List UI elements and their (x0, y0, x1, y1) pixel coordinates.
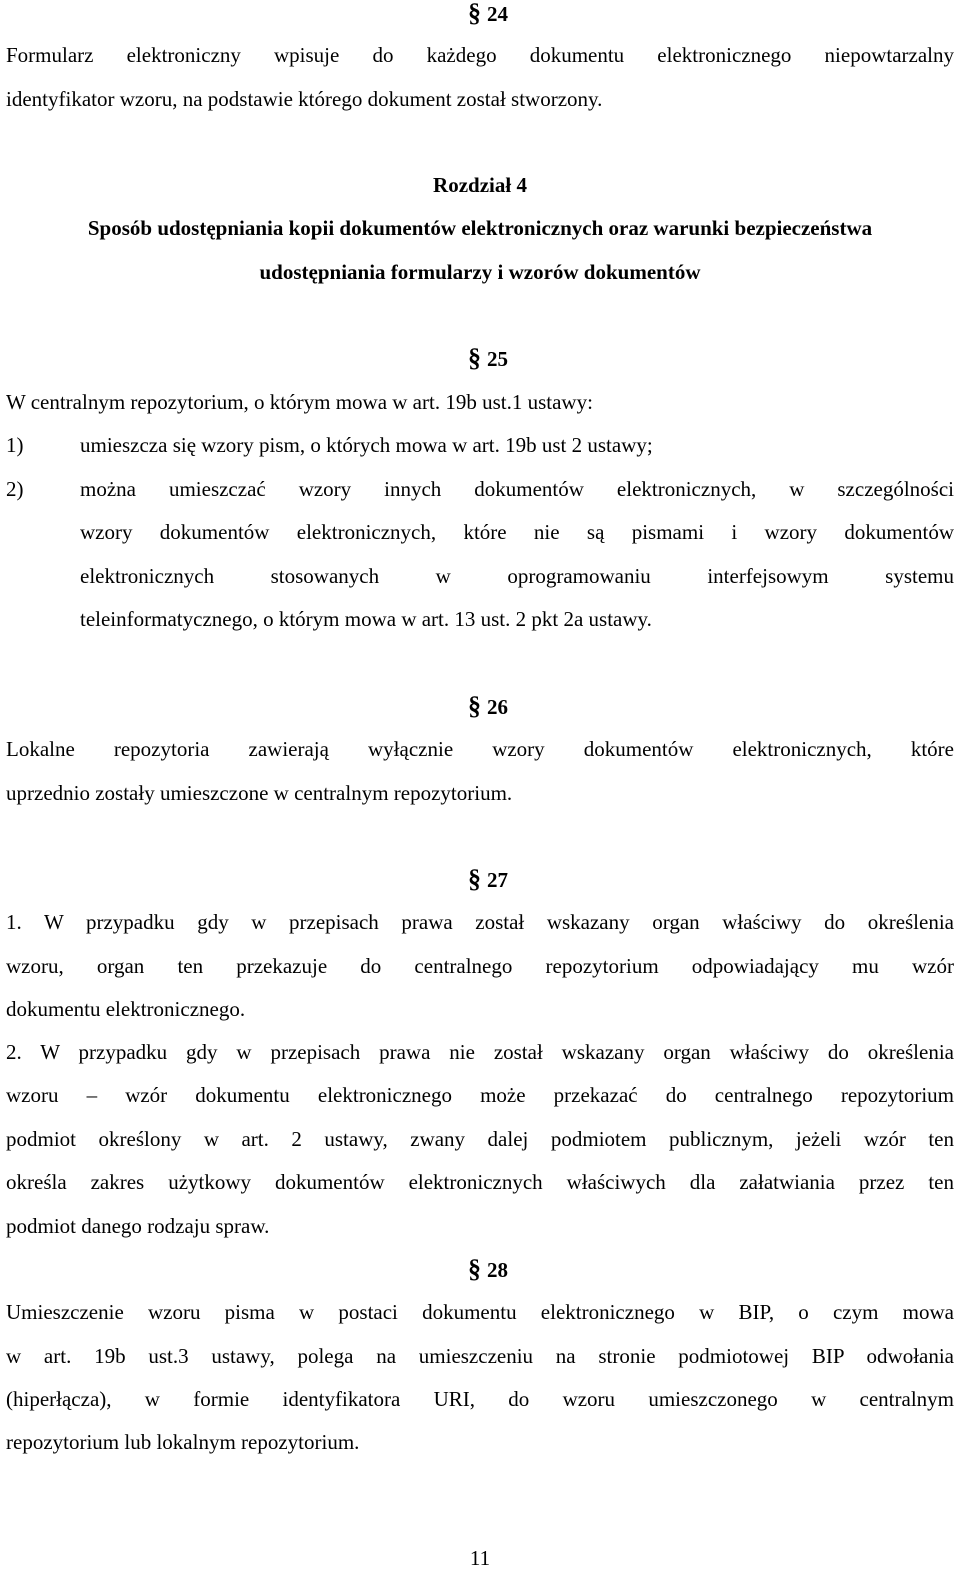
item-label: 1) (6, 433, 24, 457)
section-28-line: w art. 19b ust.3 ustawy, polega na umieszczeniu na stronie podmiotowej BIP odwołania (6, 1344, 954, 1368)
section-27-p1-line: dokumentu elektronicznego. (6, 997, 246, 1021)
section-27-p1-line: 1. W przypadku gdy w przepisach prawa został wskazany organ właściwy do określenia (6, 910, 954, 934)
section-25-item-2-line: elektronicznych stosowanych w oprogramowaniu interfejsowym systemu (80, 564, 954, 588)
section-27-p2-line: podmiot określony w art. 2 ustawy, zwany dalej podmiotem publicznym, jeżeli wzór ten (6, 1127, 954, 1151)
section-number: 25 (487, 347, 508, 371)
section-24-heading (0, 0, 960, 27)
section-25-intro: W centralnym repozytorium, o którym mowa w art. 19b ust.1 ustawy: (6, 390, 593, 414)
section-number: 24 (487, 2, 508, 26)
section-symbol: § (468, 691, 481, 720)
section-26-line: uprzednio zostały umieszczone w centralnym repozytorium. (6, 781, 513, 805)
chapter-subtitle-line: udostępniania formularzy i wzorów dokumentów (259, 260, 701, 284)
section-symbol: § (468, 0, 481, 27)
item-text: umieszcza się wzory pism, o których mowa w art. 19b ust 2 ustawy; (80, 433, 653, 457)
section-27-p2-line: wzoru – wzór dokumentu elektronicznego może przekazać do centralnego repozytorium (6, 1083, 954, 1107)
section-27-p2-line: określa zakres użytkowy dokumentów elektronicznych właściwych dla załatwiania przez ten (6, 1170, 954, 1194)
section-28-heading (0, 1256, 960, 1283)
section-25-item-1 (6, 432, 954, 458)
section-25-item-2-label: 2) (6, 477, 24, 501)
section-24-line: Formularz elektroniczny wpisuje do każdego dokumentu elektronicznego niepowtarzalny (6, 43, 954, 67)
section-25-item-2-line: można umieszczać wzory innych dokumentów elektronicznych, w szczególności (80, 477, 954, 501)
section-26-line: Lokalne repozytoria zawierają wyłącznie wzory dokumentów elektronicznych, które (6, 737, 954, 761)
section-symbol: § (468, 1254, 481, 1283)
section-25-heading (0, 345, 960, 372)
chapter-subtitle-line: Sposób udostępniania kopii dokumentów elektronicznych oraz warunki bezpieczeństwa (87, 216, 873, 240)
section-24-line: identyfikator wzoru, na podstawie którego dokument został stworzony. (6, 87, 603, 111)
section-25-item-2-line: wzory dokumentów elektronicznych, które nie są pismami i wzory dokumentów (80, 520, 954, 544)
section-27-p2-line: podmiot danego rodzaju spraw. (6, 1214, 270, 1238)
section-27-p2-line: 2. W przypadku gdy w przepisach prawa nie został wskazany organ właściwy do określenia (6, 1040, 954, 1064)
chapter-title: Rozdział 4 (433, 173, 527, 197)
section-26-heading (0, 693, 960, 720)
section-28-line: Umieszczenie wzoru pisma w postaci dokumentu elektronicznego w BIP, o czym mowa (6, 1300, 954, 1324)
section-28-line: repozytorium lub lokalnym repozytorium. (6, 1430, 360, 1454)
section-symbol: § (468, 864, 481, 893)
section-25-item-2-line: teleinformatycznego, o którym mowa w art. 13 ust. 2 pkt 2a ustawy. (80, 607, 652, 631)
section-27-heading (0, 866, 960, 893)
section-symbol: § (468, 343, 481, 372)
section-number: 26 (487, 695, 508, 719)
section-number: 27 (487, 868, 508, 892)
page-number: 11 (469, 1546, 491, 1570)
section-number: 28 (487, 1258, 508, 1282)
section-27-p1-line: wzoru, organ ten przekazuje do centralnego repozytorium odpowiadający mu wzór (6, 954, 954, 978)
section-28-line: (hiperłącza), w formie identyfikatora URI, do wzoru umieszczonego w centralnym (6, 1387, 954, 1411)
